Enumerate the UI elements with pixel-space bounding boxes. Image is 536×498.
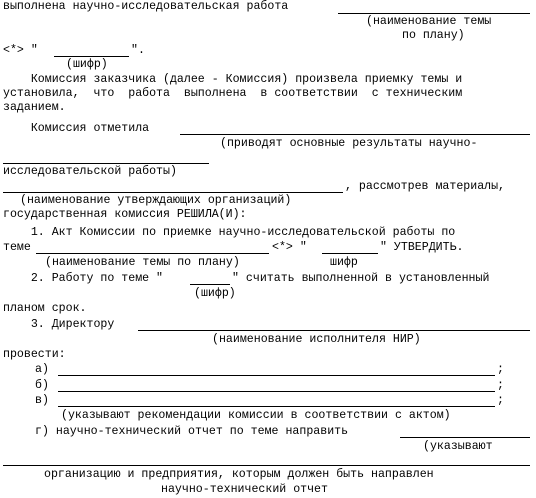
item-3-text: 3. Директору xyxy=(3,318,115,331)
caption-recommendations: (указывают рекомендации комиссии в соответствии с актом) xyxy=(61,409,451,422)
recommendation-a-blank[interactable] xyxy=(58,375,495,376)
list-marker-a: а) xyxy=(35,363,49,376)
results-blank-2[interactable] xyxy=(3,163,209,164)
caption-topic-name: (наименование темы xyxy=(366,15,492,28)
caption-organizations: организацию и предприятия, которым должен быть направлен xyxy=(44,468,434,481)
cipher-blank[interactable] xyxy=(54,56,129,57)
cipher-suffix: ". xyxy=(131,44,145,57)
report-recipient-blank[interactable] xyxy=(400,437,530,438)
caption-approving-organizations: (наименование утверждающих организаций) xyxy=(20,194,292,207)
caption-main-results: (приводят основные результаты научно- xyxy=(220,137,478,150)
caption-per-plan: по плану) xyxy=(402,29,465,42)
item-2-cipher-blank[interactable] xyxy=(190,284,230,285)
director-blank[interactable] xyxy=(138,330,530,331)
text-commission-decided: государственная комиссия РЕШИЛА(И): xyxy=(3,208,247,221)
semicolon: ; xyxy=(497,363,504,376)
item-g-text: г) научно-технический отчет по теме направить xyxy=(35,425,349,438)
caption-cipher: (шифр) xyxy=(66,58,108,71)
item-1-cipher-prefix: <*> " xyxy=(272,241,307,254)
caption-research-work: исследовательской работы) xyxy=(3,165,177,178)
item-2-text-cont: " считать выполненной в установленный xyxy=(232,272,490,285)
item-1-topic: теме xyxy=(3,241,31,254)
organizations-blank[interactable] xyxy=(3,192,343,193)
recommendation-c-blank[interactable] xyxy=(58,406,495,407)
item-1-text: 1. Акт Комиссии по приемке научно-исследовательской работы по xyxy=(3,226,456,239)
item-1-cipher-blank[interactable] xyxy=(322,253,378,254)
text-commission-noted: Комиссия отметила xyxy=(3,122,150,135)
text-having-reviewed: , рассмотрев материалы, xyxy=(345,180,506,193)
caption-cipher-3: (шифр) xyxy=(194,287,236,300)
caption-contractor-name: (наименование исполнителя НИР) xyxy=(212,333,421,346)
cipher-prefix: <*> " xyxy=(3,44,38,57)
semicolon: ; xyxy=(497,379,504,392)
list-marker-c: в) xyxy=(35,394,49,407)
item-2-deadline: планом срок. xyxy=(3,302,87,315)
report-recipient-blank-2[interactable] xyxy=(3,465,530,466)
text-conduct: провести: xyxy=(3,348,66,361)
results-blank[interactable] xyxy=(180,134,530,135)
paragraph-line: Комиссия заказчика (далее - Комиссия) произвела приемку темы и xyxy=(3,73,463,86)
caption-technical-report: научно-технический отчет xyxy=(161,483,328,496)
item-2-text: 2. Работу по теме " xyxy=(3,272,164,285)
paragraph-line: заданием. xyxy=(3,101,66,114)
recommendation-b-blank[interactable] xyxy=(58,391,495,392)
list-marker-b: б) xyxy=(35,379,49,392)
caption-topic-per-plan: (наименование темы по плану) xyxy=(45,256,240,269)
caption-specify: (указывают xyxy=(423,440,493,453)
topic-name-blank[interactable] xyxy=(338,13,530,14)
item-1-topic-blank[interactable] xyxy=(36,253,269,254)
paragraph-line: установила, что работа выполнена в соответствии с техническим xyxy=(3,87,463,100)
caption-cipher-2: шифр xyxy=(330,256,358,269)
semicolon: ; xyxy=(497,394,504,407)
item-1-approve: " УТВЕРДИТЬ. xyxy=(380,241,464,254)
text-work-completed: выполнена научно-исследовательская работа xyxy=(3,0,289,13)
